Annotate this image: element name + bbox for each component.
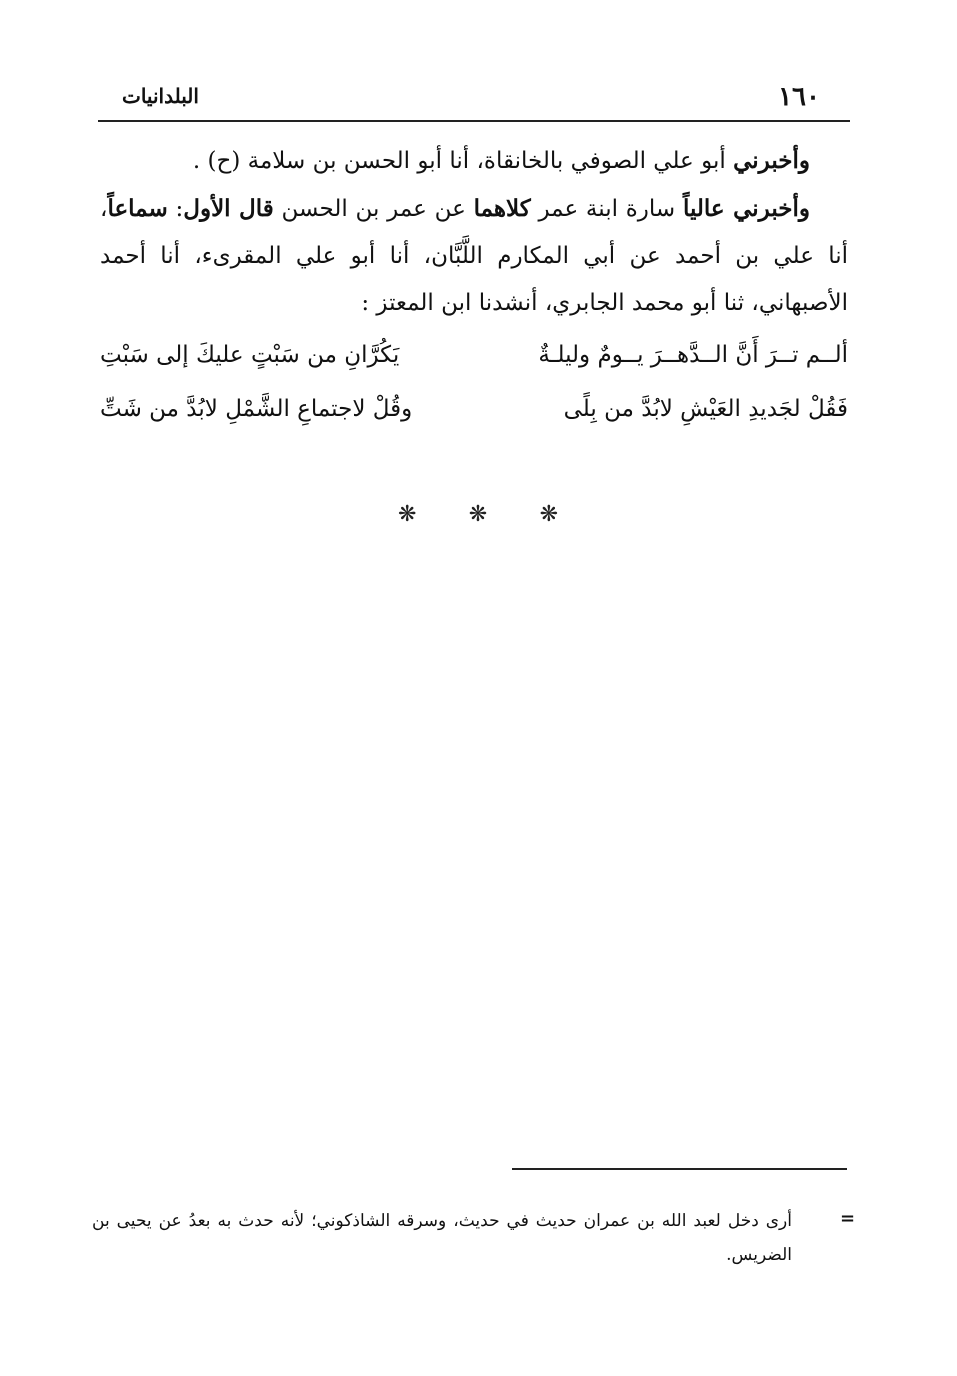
paragraph-1-lead: وأخبرني (733, 147, 810, 174)
main-text (100, 137, 848, 327)
paragraph-1-text: أبو علي الصوفي بالخانقاة، أنا أبو الحسن بن سلامة (ح) . (192, 148, 734, 174)
verse-1-second-hemistich: يَكُرَّانِ من سَبْتٍ عليكَ إلى سَبْتِ (100, 342, 400, 368)
paragraph-2-heard: سماعاً (107, 195, 168, 222)
paragraph-2-text-1: سارة ابنة عمر (530, 196, 683, 222)
paragraph-2-text-3: ، أنا علي بن أحمد عن أبي المكارم اللَّبَّان، أنا أبو علي المقرىء، أنا أحمد الأصبهاني، ثنا أبو محمد الجابري، أنشدنا ابن المعتز : (100, 196, 848, 316)
running-title: البلدانيات (122, 84, 199, 108)
poem (100, 342, 848, 450)
verse-2-first-hemistich: فَقُلْ لجَديدِ العَيْشِ لابُدَّ من بِلًى (563, 396, 848, 422)
asterism-icon: ❋ (468, 502, 488, 527)
footnote-continuation-mark: = (840, 1208, 856, 1229)
section-divider-ornament (398, 502, 558, 527)
paragraph-2-colon: : (167, 196, 184, 222)
paragraph-2-both: كلاهما (473, 195, 531, 222)
paragraph-2-text-2: عن عمر بن الحسن (273, 196, 474, 222)
verse-2 (100, 396, 848, 450)
verse-1-first-hemistich: ألــم تــرَ أَنَّ الــدَّهــرَ يــومٌ وليلـةٌ (538, 342, 848, 368)
asterism-icon: ❋ (539, 502, 558, 527)
header-rule (98, 120, 850, 122)
verse-1 (100, 342, 848, 396)
footnote: أرى دخل لعبد الله بن عمران حديث في حديث، وسرقه الشاذكوني؛ لأنه حدث به بعدُ عن يحيى بن الضريس. (92, 1211, 792, 1265)
asterism-icon: ❋ (398, 502, 417, 527)
verse-2-second-hemistich: وقُلْ لاجتماعِ الشَّمْلِ لابُدَّ من شَتِّ (100, 396, 413, 422)
paragraph-1 (100, 137, 848, 185)
footnote-rule (512, 1168, 847, 1170)
paragraph-2-first-said: قال الأول (183, 195, 274, 222)
paragraph-2 (100, 185, 848, 327)
page-number: ١٦٠ (778, 82, 820, 112)
page-header (98, 78, 850, 114)
paragraph-2-lead: وأخبرني عالياً (682, 195, 810, 222)
